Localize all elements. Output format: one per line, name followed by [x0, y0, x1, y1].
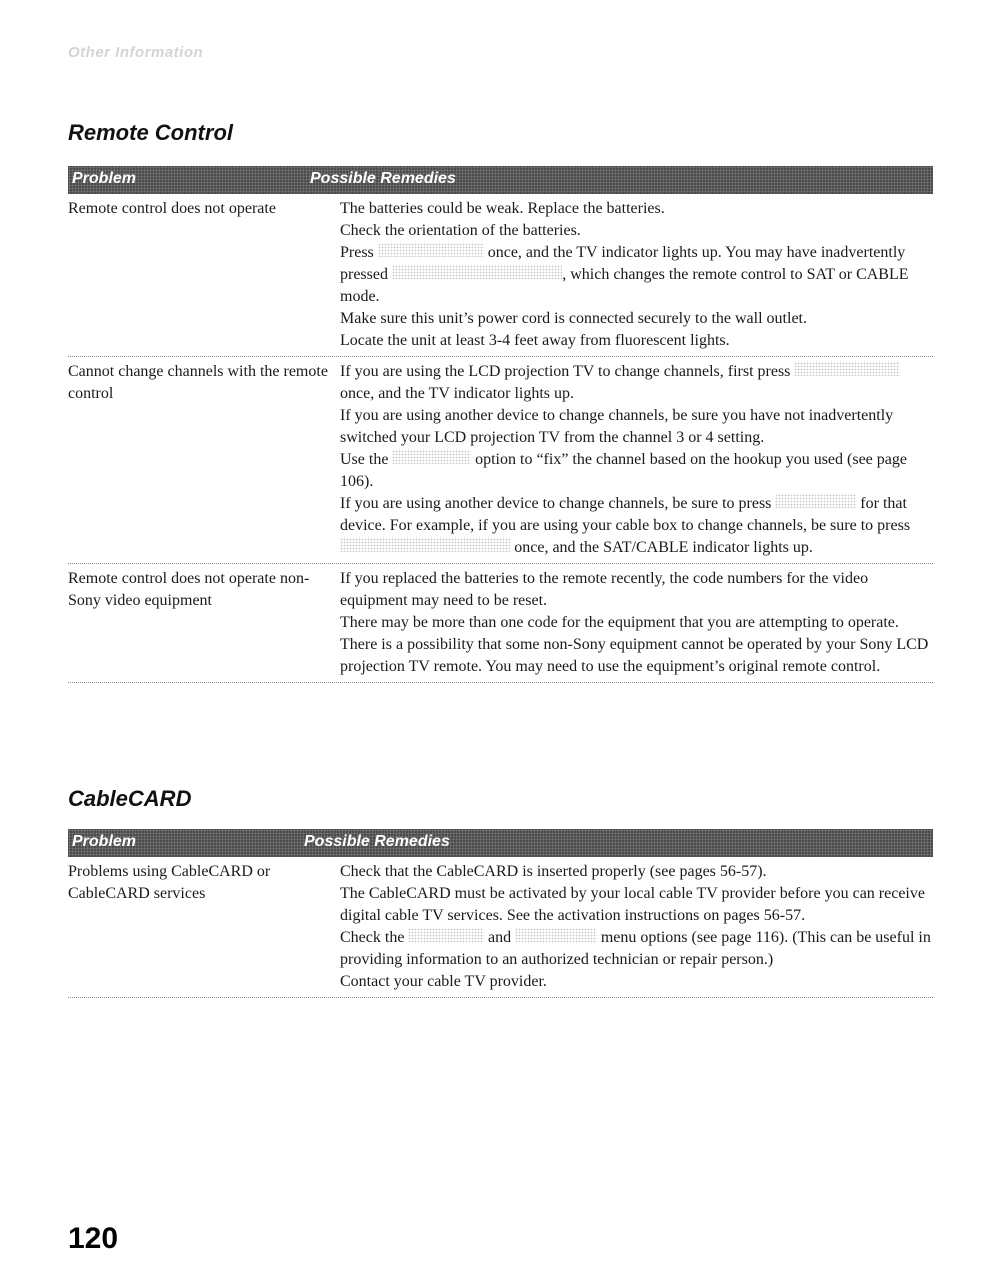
remedy-line: Locate the unit at least 3-4 feet away from fluorescent lights. [340, 332, 730, 349]
remote-control-table [68, 166, 933, 683]
table-header [68, 166, 933, 194]
problem-cell: Remote control does not operate non-Sony video equipment [68, 570, 310, 609]
remedy-line [340, 493, 933, 559]
remedy-text: once, and the TV indicator lights up. [340, 385, 575, 402]
button-name-label [775, 494, 856, 508]
remedy-text: If you are using another device to change channels, be sure to press [340, 495, 776, 512]
table-header [68, 829, 933, 857]
remedy-text: If you are using the LCD projection TV to change channels, first press [340, 363, 795, 380]
cablecard-table [68, 829, 933, 998]
button-name-label [340, 538, 510, 552]
remedies-cell [340, 361, 933, 559]
remedy-text: , which changes the remote control to SAT or CABLE mode. [340, 266, 909, 305]
header-problem: Problem [72, 170, 137, 187]
running-head: Other Information [68, 44, 204, 61]
remedy-text: Press [340, 244, 378, 261]
remedies-cell [340, 861, 933, 993]
remedy-line [340, 449, 933, 493]
remedy-text: option to “fix” the channel based on the hookup you used (see page 106). [340, 451, 907, 490]
remedy-line [340, 361, 933, 405]
remedy-line: The CableCARD must be activated by your local cable TV provider before you can receive digital cable TV services. See the activation instructions on pages 56-57. [340, 885, 925, 924]
button-name-label [392, 265, 562, 279]
button-name-label [392, 450, 471, 464]
remedy-line: Check the orientation of the batteries. [340, 222, 581, 239]
page-number: 120 [68, 1222, 119, 1255]
section-title-cablecard: CableCARD [68, 786, 192, 811]
problem-cell: Remote control does not operate [68, 200, 276, 217]
remedy-line: If you are using another device to change channels, be sure you have not inadvertently switched your LCD projection TV from the channel 3 or 4 setting. [340, 407, 894, 446]
table-body [68, 194, 933, 683]
problem-cell: Cannot change channels with the remote control [68, 363, 328, 402]
remedy-text: and [483, 929, 516, 946]
remedy-line: If you replaced the batteries to the remote recently, the code numbers for the video equipment may need to be reset. [340, 570, 869, 609]
remedy-text: for that device. For example, if you are using your cable box to change channels, be sure to press [340, 495, 911, 534]
button-name-label [794, 362, 900, 376]
remedies-cell [340, 198, 933, 352]
remedy-text: once, and the TV indicator lights up. You may have inadvertently pressed [340, 244, 906, 283]
remedy-text: Use the [340, 451, 393, 468]
remedy-text: Check the [340, 929, 409, 946]
table-row [68, 357, 933, 564]
header-problem: Problem [72, 833, 137, 850]
button-name-label [378, 243, 484, 257]
remedy-line [340, 242, 933, 308]
remedy-text: menu options (see page 116). (This can be useful in providing information to an authorized technician or repair person.) [340, 929, 931, 968]
remedy-line [340, 927, 933, 971]
header-remedies: Possible Remedies [304, 833, 450, 850]
table-row [68, 564, 933, 683]
header-remedies: Possible Remedies [310, 170, 456, 187]
button-name-label [515, 928, 597, 942]
remedy-line: The batteries could be weak. Replace the batteries. [340, 200, 665, 217]
remedy-line: There may be more than one code for the equipment that you are attempting to operate. [340, 614, 899, 631]
section-title-remote-control: Remote Control [68, 120, 233, 145]
remedy-line: Make sure this unit’s power cord is connected securely to the wall outlet. [340, 310, 807, 327]
table-row [68, 194, 933, 357]
table-body [68, 857, 933, 998]
remedy-line: There is a possibility that some non-Sony equipment cannot be operated by your Sony LCD projection TV remote. You may need to use the equipment’s original remote control. [340, 636, 929, 675]
remedy-line: Check that the CableCARD is inserted properly (see pages 56-57). [340, 863, 767, 880]
button-name-label [408, 928, 484, 942]
problem-cell: Problems using CableCARD or CableCARD services [68, 863, 271, 902]
remedies-cell [340, 568, 933, 678]
table-row [68, 857, 933, 998]
remedy-text: once, and the SAT/CABLE indicator lights up. [510, 539, 813, 556]
remedy-line: Contact your cable TV provider. [340, 973, 547, 990]
